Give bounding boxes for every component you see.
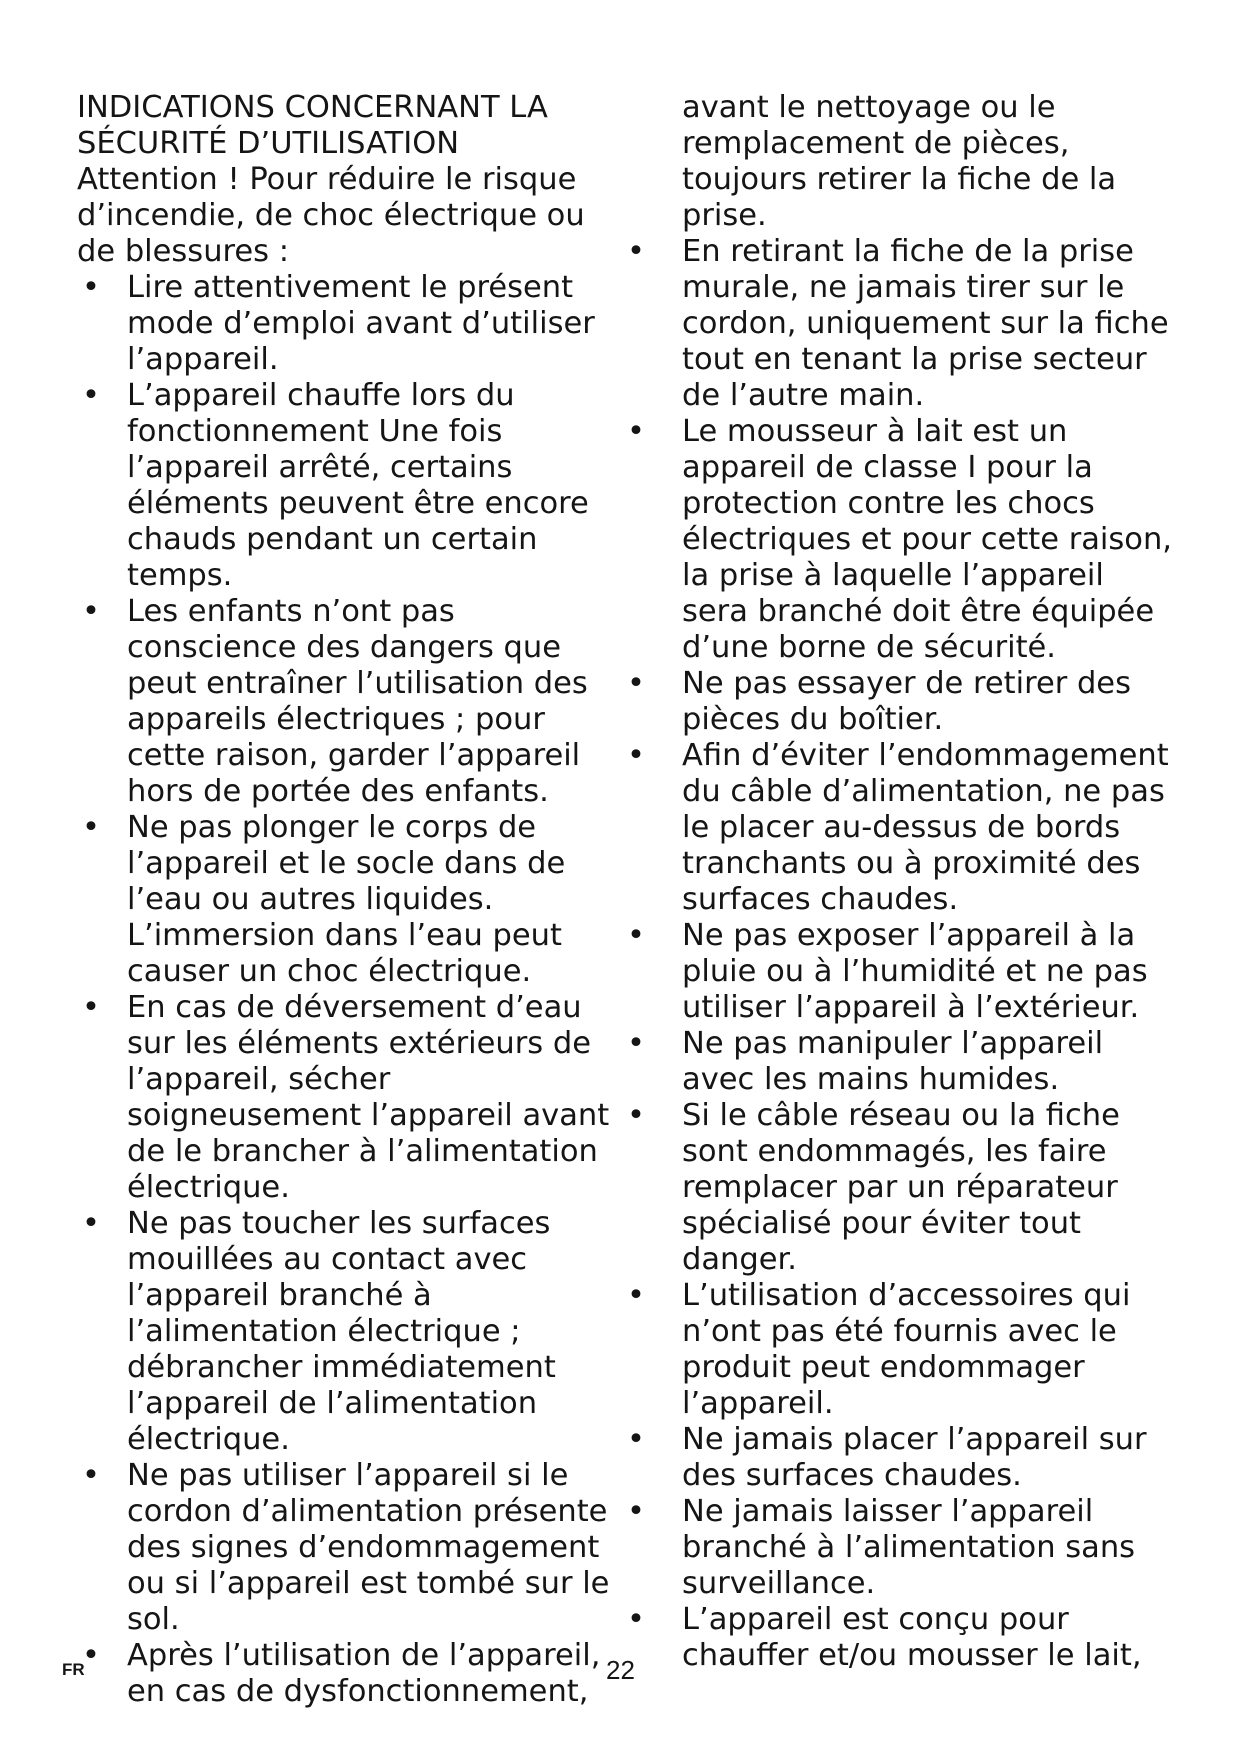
list-item: • Les enfants n’ont pas conscience des dangers que peut entraîner l’utilisation des appareils électriques ; pour cette raison, garder l’appareil hors de portée des enfants. [77,594,622,810]
list-item: • L’appareil chauffe lors du fonctionnement Une fois l’appareil arrêté, certains éléments peuvent être encore chauds pendant un certain temps. [77,378,622,594]
list-item: • Afin d’éviter l’endommagement du câble d’alimentation, ne pas le placer au-dessus de bords tranchants ou à proximité des surfaces chaudes. [632,738,1177,918]
page-number: 22 [606,1655,635,1685]
list-item: • L’utilisation d’accessoires qui n’ont pas été fournis avec le produit peut endommager l’appareil. [632,1278,1177,1422]
list-item: • En retirant la fiche de la prise murale, ne jamais tirer sur le cordon, uniquement sur la fiche tout en tenant la prise secteur de l’autre main. [632,234,1177,414]
list-item: • Ne pas manipuler l’appareil avec les mains humides. [632,1026,1177,1098]
list-item: • Ne pas toucher les surfaces mouillées au contact avec l’appareil branché à l’alimentation électrique ; débrancher immédiatement l’appareil de l’alimentation électrique. [77,1206,622,1458]
list-item: • Ne jamais placer l’appareil sur des surfaces chaudes. [632,1422,1177,1494]
section-heading: INDICATIONS CONCERNANT LA SÉCURITÉ D’UTILISATION [77,90,548,161]
list-item: • Si le câble réseau ou la fiche sont endommagés, les faire remplacer par un réparateur spécialisé pour éviter tout danger. [632,1098,1177,1278]
list-item: • Lire attentivement le présent mode d’emploi avant d’utiliser l’appareil. [77,270,622,378]
list-item: • Ne pas utiliser l’appareil si le cordon d’alimentation présente des signes d’endommagement ou si l’appareil est tombé sur le sol. [77,1458,622,1638]
intro-paragraph: Attention ! Pour réduire le risque d’incendie, de choc électrique ou de blessures : [77,162,585,269]
list-item: • L’appareil est conçu pour chauffer et/ou mousser le lait, [632,1602,1177,1674]
list-item: • Après l’utilisation de l’appareil, en cas de dysfonctionnement, [77,1638,622,1710]
safety-list-left [77,270,622,1710]
list-item: • Ne jamais laisser l’appareil branché à l’alimentation sans surveillance. [632,1494,1177,1602]
continued-paragraph: avant le nettoyage ou le remplacement de pièces, toujours retirer la fiche de la prise. [682,90,1117,233]
list-item: • Ne pas essayer de retirer des pièces du boîtier. [632,666,1177,738]
list-item: • En cas de déversement d’eau sur les éléments extérieurs de l’appareil, sécher soigneusement l’appareil avant de le brancher à l’alimentation électrique. [77,990,622,1206]
left-column [77,90,622,1710]
language-code: FR [62,1660,85,1679]
list-item: • Ne pas plonger le corps de l’appareil et le socle dans de l’eau ou autres liquides. L’immersion dans l’eau peut causer un choc électrique. [77,810,622,990]
list-item: • Ne pas exposer l’appareil à la pluie ou à l’humidité et ne pas utiliser l’appareil à l’extérieur. [632,918,1177,1026]
list-item: • Le mousseur à lait est un appareil de classe I pour la protection contre les chocs électriques et pour cette raison, la prise à laquelle l’appareil sera branché doit être équipée d’une borne de sécurité. [632,414,1177,666]
right-column [632,90,1177,1674]
safety-list-right [632,234,1177,1674]
